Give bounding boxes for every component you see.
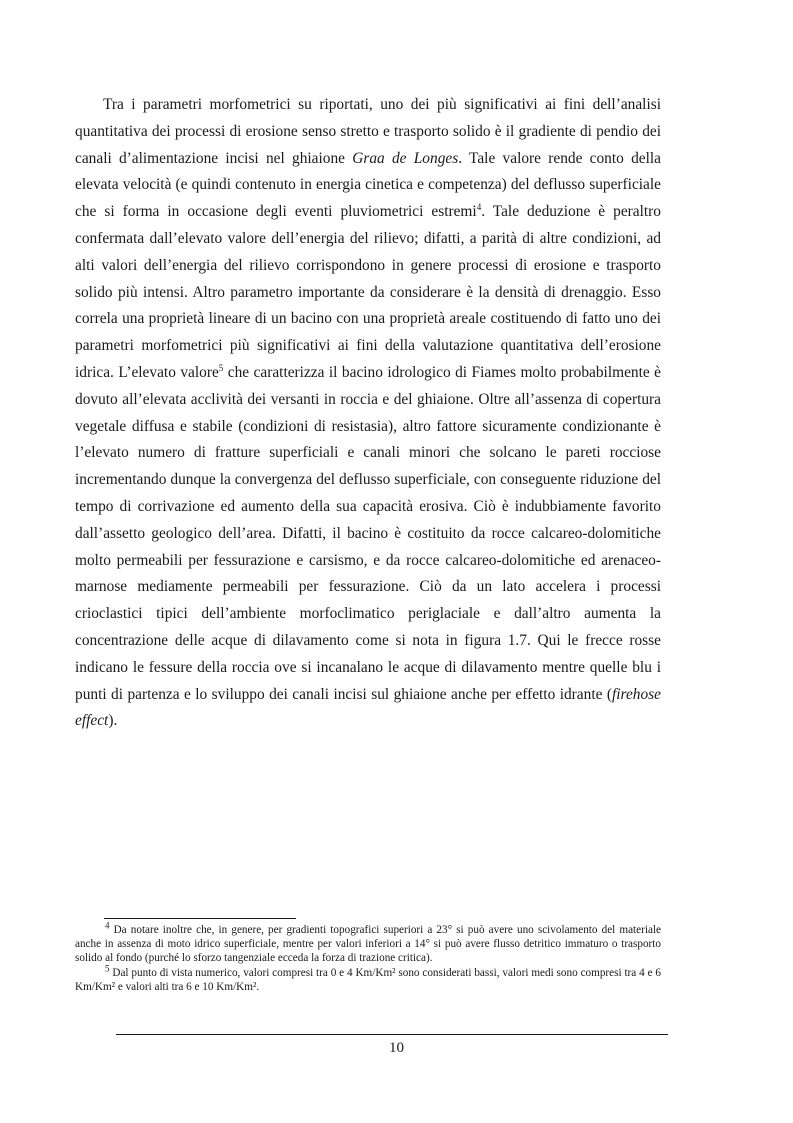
footnote-text-4: Da notare inoltre che, in genere, per gradienti topografici superiori a 23° si può avere uno scivolamento del materiale anche in assenza di moto idrico superficiale, mentre per valori inferiori a 14° si può avere flusso detritico immaturo o trasporto solido al fondo (purché lo sforzo tangenziale ecceda la forza di trazione critica).: [75, 924, 661, 965]
paragraph-text-1: Tra i parametri morfometrici su riportati, uno dei più significativi ai fini dell’analisi quantitativa dei processi di erosione senso stretto e trasporto solido è il gradiente di pendio dei canali d’alimentazione incisi nel ghiaione: [75, 96, 661, 167]
paragraph-text-3: . Tale deduzione è peraltro confermata dall’elevato valore dell’energia del rilievo; difatti, a parità di altre condizioni, ad alti valori dell’energia del rilievo corrispondono in genere processi di erosione e trasporto solido più intensi. Altro parametro importante da considerare è la densità di drenaggio. Esso correla una proprietà lineare di un bacino con una proprietà areale costituendo di fatto uno dei parametri morfometrici più significativi ai fini della valutazione quantitativa dell’erosione idrica. L’elevato valore: [75, 203, 661, 381]
footnote-number-5: 5: [105, 962, 110, 973]
footnote-ref-5[interactable]: 5: [218, 362, 224, 373]
footnote-ref-4[interactable]: 4: [476, 202, 482, 213]
footer-rule: [116, 1034, 668, 1035]
main-paragraph: [75, 92, 661, 735]
footnote-separator: [104, 918, 296, 919]
paragraph-text-5: ).: [108, 712, 118, 730]
place-name-graa-de-longes: Graa de Longes: [352, 149, 459, 167]
footnote-number-4: 4: [105, 920, 110, 931]
page-number: 10: [389, 1040, 404, 1056]
footnotes: [75, 920, 661, 994]
footnote-5: [75, 962, 661, 994]
paragraph-text-2: . Tale valore rende conto della elevata velocità (e quindi contenuto in energia cinetica e competenza) del deflusso superficiale che si forma in occasione degli eventi pluviometrici estremi: [75, 149, 661, 221]
footnote-4: [75, 920, 661, 966]
term-firehose-effect: firehose effect: [75, 685, 661, 730]
paragraph-text-4: che caratterizza il bacino idrologico di Fiames molto probabilmente è dovuto all’elevata acclività dei versanti in roccia e del ghiaione. Oltre all’assenza di copertura vegetale diffusa e stabile (condizioni di resistasia), altro fattore sicuramente condizionante è l’elevato numero di fratture superficiali e canali minori che solcano le pareti rocciose incrementando dunque la convergenza del deflusso superficiale, con conseguente riduzione del tempo di corrivazione ed aumento della sua capacità erosiva. Ciò è indubbiamente favorito dall’assetto geologico dell’area. Difatti, il bacino è costituito da rocce calcareo-dolomitiche molto permeabili per fessurazione e carsismo, e da rocce calcareo-dolomitiche ed arenaceo-marnose mediamente permeabili per fessurazione. Ciò da un lato accelera i processi crioclastici tipici dell’ambiente morfoclimatico periglaciale e dall’altro aumenta la concentrazione delle acque di dilavamento come si nota in figura 1.7. Qui le frecce rosse indicano le fessure della roccia ove si incanalano le acque di dilavamento mentre quelle blu i punti di partenza e lo sviluppo dei canali incisi sul ghiaione anche per effetto idrante (: [75, 363, 661, 703]
footnote-text-5: Dal punto di vista numerico, valori compresi tra 0 e 4 Km/Km² sono considerati bassi, valori medi sono compresi tra 4 e 6 Km/Km² e valori alti tra 6 e 10 Km/Km².: [75, 966, 661, 993]
